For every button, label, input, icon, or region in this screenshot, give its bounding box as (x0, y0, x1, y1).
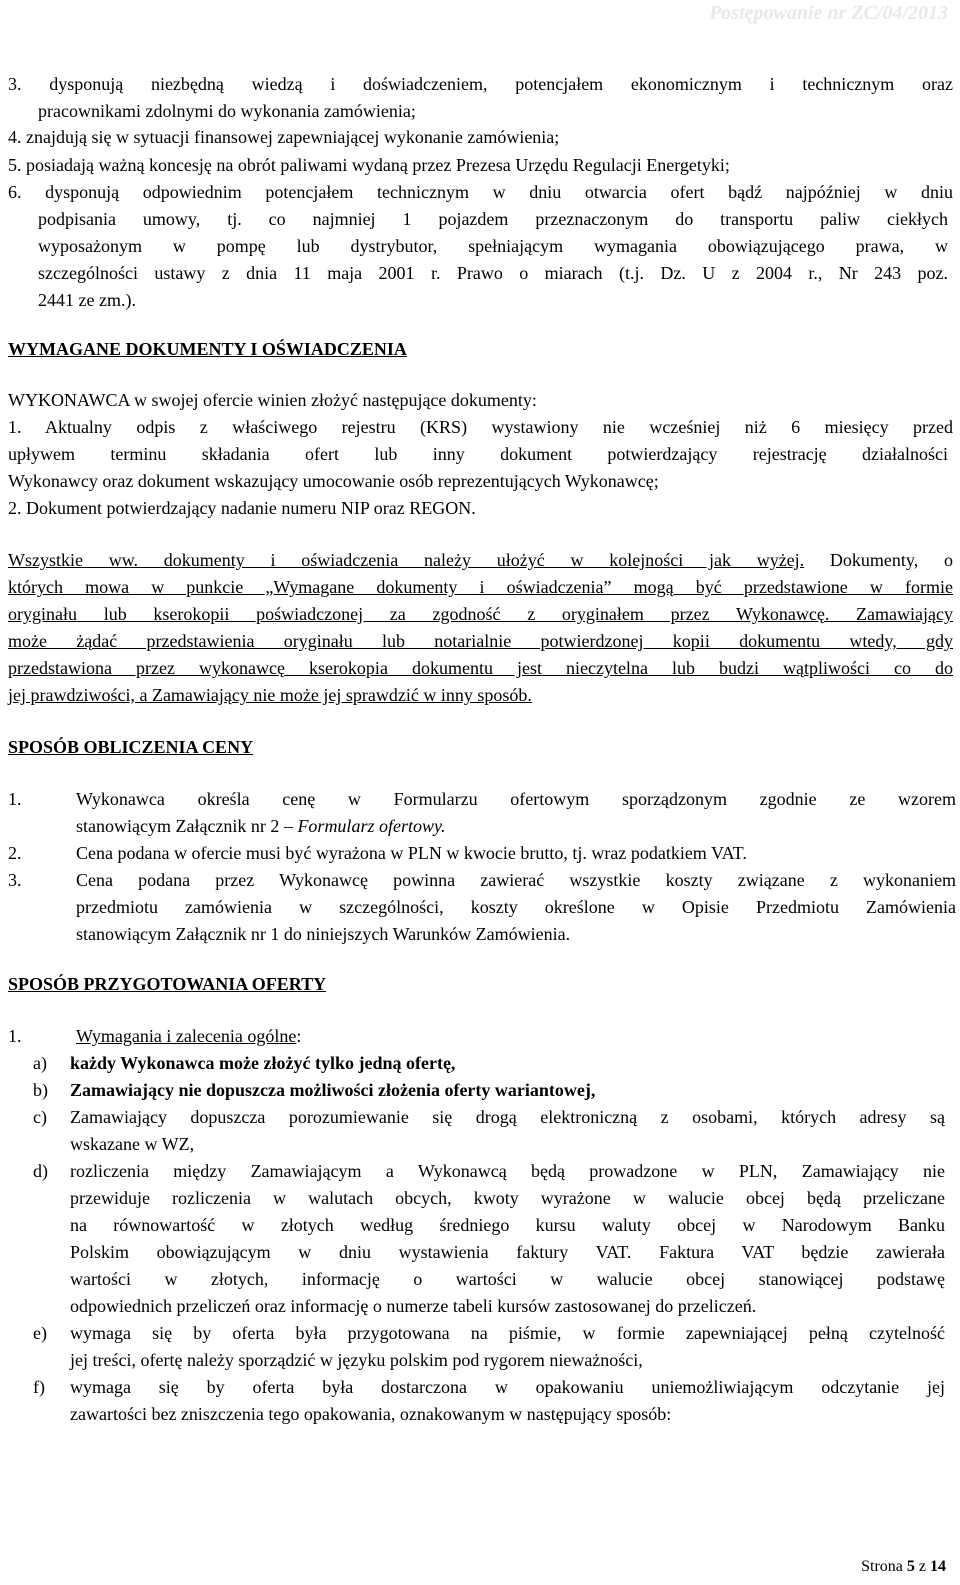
form-name-italic: Formularz ofertowy. (297, 816, 446, 836)
item-e-letter: e) (33, 1323, 47, 1343)
price-3-line-2: przedmiotu zamówienia w szczególności, koszty określone w Opisie Przedmiotu Zamówienia (76, 897, 956, 917)
price-1-number: 1. (8, 789, 22, 809)
condition-6-line-1: 6. dysponują odpowiednim potencjałem technicznym w dniu otwarcia ofert bądź najpóźniej w dniu (8, 182, 953, 202)
item-c-line-2: wskazane w WZ, (70, 1134, 195, 1154)
item-a: każdy Wykonawca może złożyć tylko jedną ofertę, (70, 1053, 456, 1073)
condition-4: 4. znajdują się w sytuacji finansowej zapewniającej wykonanie zamówienia; (8, 127, 560, 147)
item-d-line-4: Polskim obowiązującym w dniu wystawienia faktury VAT. Faktura VAT będzie zawierała (70, 1242, 945, 1262)
document-1-line-1: 1. Aktualny odpis z właściwego rejestru (KRS) wystawiony nie wcześniej niż 6 miesięcy przed (8, 417, 953, 437)
footer-total-pages: 14 (930, 1558, 946, 1575)
condition-3-line-2: pracownikami zdolnymi do wykonania zamówienia; (38, 101, 416, 121)
item-a-letter: a) (33, 1053, 47, 1073)
note-plain-part: Dokumenty, o (804, 550, 953, 570)
offer-section-1-number: 1. (8, 1026, 22, 1046)
offer-section-1-colon: : (296, 1026, 302, 1046)
price-2: Cena podana w ofercie musi być wyrażona w PLN w kwocie brutto, tj. wraz podatkiem VAT. (76, 843, 747, 863)
documents-note-line-5: przedstawiona przez wykonawcę kserokopia dokumentu jest nieczytelna lub budzi wątpliwości co do (8, 658, 953, 678)
item-f-letter: f) (33, 1377, 45, 1397)
offer-section-1-label: Wymagania i zalecenia ogólne (76, 1026, 297, 1046)
document-1-line-2: upływem terminu składania ofert lub inny dokument potwierdzający rejestrację działalności (8, 444, 948, 464)
document-2: 2. Dokument potwierdzający nadanie numeru NIP oraz REGON. (8, 498, 476, 518)
price-3-line-1: Cena podana przez Wykonawcę powinna zawierać wszystkie koszty związane z wykonaniem (76, 870, 956, 890)
documents-note-line-4: może żądać przedstawienia oryginału lub notarialnie potwierdzonej kopii dokumentu wtedy, gdy (8, 631, 953, 651)
price-3-number: 3. (8, 870, 22, 890)
page-footer (861, 1558, 946, 1576)
documents-note-line-6: jej prawdziwości, a Zamawiający nie może jej sprawdzić w inny sposób. (8, 685, 532, 705)
note-underlined-part: Wszystkie ww. dokumenty i oświadczenia należy ułożyć w kolejności jak wyżej. (8, 550, 805, 570)
price-1-line-2 (76, 814, 445, 838)
documents-heading: WYMAGANE DOKUMENTY I OŚWIADCZENIA (8, 339, 407, 359)
condition-5: 5. posiadają ważną koncesję na obrót paliwami wydaną przez Prezesa Urzędu Regulacji Energetyki; (8, 155, 730, 175)
documents-note-line-1 (8, 548, 953, 572)
page-header: Postępowanie nr ZC/04/2013 (709, 2, 948, 24)
item-d-letter: d) (33, 1161, 48, 1181)
price-heading: SPOSÓB OBLICZENIA CENY (8, 737, 254, 757)
item-d-line-3: na równowartość w złotych według średniego kursu waluty obcej w Narodowym Banku (70, 1215, 945, 1235)
condition-6-line-5: 2441 ze zm.). (38, 290, 136, 310)
price-2-number: 2. (8, 843, 22, 863)
documents-intro: WYKONAWCA w swojej ofercie winien złożyć następujące dokumenty: (8, 390, 537, 410)
condition-6-line-2: podpisania umowy, tj. co najmniej 1 pojazdem przeznaczonym do transportu paliw ciekłych (38, 209, 948, 229)
footer-page-number: 5 (906, 1558, 915, 1575)
item-c-line-1: Zamawiający dopuszcza porozumiewanie się drogą elektroniczną z osobami, których adresy są (70, 1107, 945, 1127)
item-e-line-2: jej treści, ofertę należy sporządzić w języku polskim pod rygorem nieważności, (70, 1350, 643, 1370)
condition-6-line-4: szczególności ustawy z dnia 11 maja 2001 r. Prawo o miarach (t.j. Dz. U z 2004 r., Nr 243 poz. (38, 263, 948, 283)
documents-note-line-2: których mowa w punkcie „Wymagane dokumenty i oświadczenia” mogą być przedstawione w formie (8, 577, 953, 597)
item-f-line-2: zawartości bez zniszczenia tego opakowania, oznakowanym w następujący sposób: (70, 1404, 672, 1424)
item-d-line-1: rozliczenia między Zamawiającym a Wykonawcą będą prowadzone w PLN, Zamawiający nie (70, 1161, 945, 1181)
offer-heading: SPOSÓB PRZYGOTOWANIA OFERTY (8, 974, 327, 994)
footer-label: Strona (861, 1558, 907, 1575)
condition-3-line-1: 3. dysponują niezbędną wiedzą i doświadczeniem, potencjałem ekonomicznym i technicznym oraz (8, 74, 953, 94)
footer-of: z (914, 1558, 930, 1575)
item-d-line-6: odpowiednich przeliczeń oraz informację o numerze tabeli kursów zastosowanej do przeliczeń. (70, 1296, 757, 1316)
price-1-line-2-text: stanowiącym Załącznik nr 2 – (76, 816, 298, 836)
item-d-line-5: wartości w złotych, informację o wartości w walucie obcej stanowiącej podstawę (70, 1269, 945, 1289)
item-e-line-1: wymaga się by oferta była przygotowana na piśmie, w formie zapewniającej pełną czytelność (70, 1323, 945, 1343)
price-3-line-3: stanowiącym Załącznik nr 1 do niniejszych Warunków Zamówienia. (76, 924, 571, 944)
item-b-letter: b) (33, 1080, 48, 1100)
condition-6-line-3: wyposażonym w pompę lub dystrybutor, spełniającym wymagania obowiązującego prawa, w (38, 236, 948, 256)
price-1-line-1: Wykonawca określa cenę w Formularzu ofertowym sporządzonym zgodnie ze wzorem (76, 789, 956, 809)
documents-note-line-3 (8, 602, 953, 626)
offer-section-1-title (76, 1024, 301, 1048)
note-line-3-text: oryginału lub kserokopii poświadczonej za zgodność z oryginałem przez Wykonawcę. Zamawiający (8, 604, 953, 624)
document-1-line-3: Wykonawcy oraz dokument wskazujący umocowanie osób reprezentujących Wykonawcę; (8, 471, 659, 491)
item-c-letter: c) (33, 1107, 47, 1127)
item-d-line-2: przewiduje rozliczenia w walutach obcych, kwoty wyrażone w walucie obcej będą przeliczane (70, 1188, 945, 1208)
item-b: Zamawiający nie dopuszcza możliwości złożenia oferty wariantowej, (70, 1080, 596, 1100)
item-f-line-1: wymaga się by oferta była dostarczona w opakowaniu uniemożliwiającym odczytanie jej (70, 1377, 945, 1397)
